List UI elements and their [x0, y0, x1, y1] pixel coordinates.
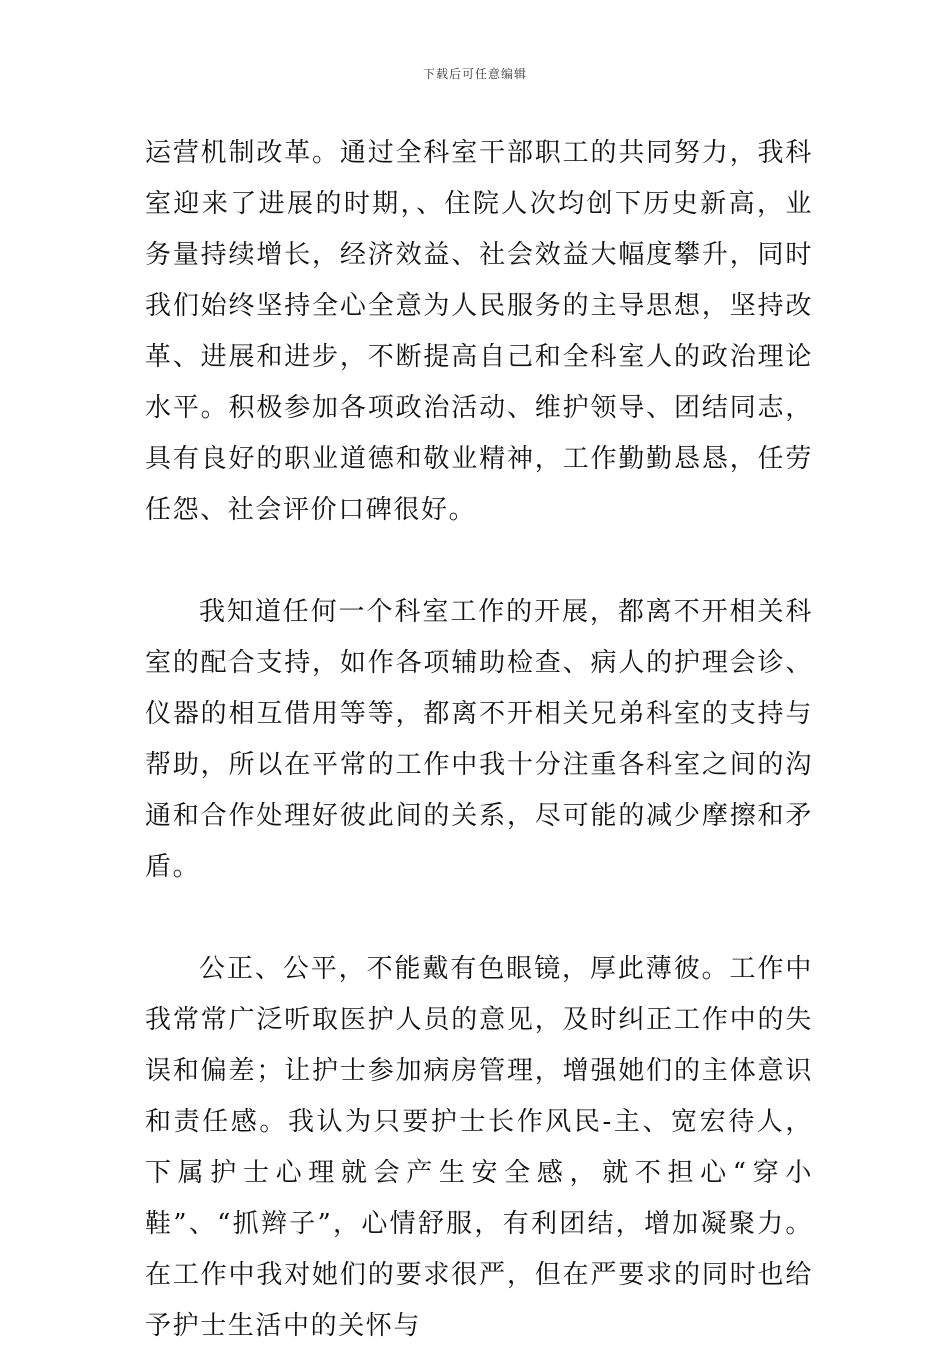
paragraph-continuation: 运营机制改革。通过全科室干部职工的共同努力，我科室迎来了进展的时期，、住院人次均创下历史新高，业务量持续增长，经济效益、社会效益大幅度攀升，同时我们始终坚持全心全意为人民服务的主导思想，坚持改革、进展和进步，不断提高自己和全科室人的政治理论水平。积极参加各项政治活动、维护领导、团结同志，具有良好的职业道德和敬业精神，工作勤勤恳恳，任劳任怨、社会评价口碑很好。 — [145, 138, 813, 525]
document-body — [145, 128, 813, 1352]
paragraph-cooperation: 我知道任何一个科室工作的开展，都离不开相关科室的配合支持，如作各项辅助检查、病人的护理会诊、仪器的相互借用等等，都离不开相关兄弟科室的支持与帮助，所以在平常的工作中我十分注重各科室之间的沟通和合作处理好彼此间的关系，尽可能的减少摩擦和矛盾。 — [145, 597, 813, 882]
paragraph-gap — [145, 893, 813, 944]
page-header-note: 下载后可任意编辑 — [422, 67, 527, 81]
paragraph-fairness: 公正、公平，不能戴有色眼镜，厚此薄彼。工作中我常常广泛听取医护人员的意见，及时纠正工作中的失误和偏差；让护士参加病房管理，增强她们的主体意识和责任感。我认为只要护士长作风民-主、宽宏待人，下属护士心理就会产生安全感，就不担心“穿小鞋”、“抓辫子”，心情舒服，有利团结，增加凝聚力。在工作中我对她们的要求很严，但在严要求的同时也给予护士生活中的关怀与 — [145, 954, 813, 1341]
paragraph-gap — [145, 536, 813, 587]
